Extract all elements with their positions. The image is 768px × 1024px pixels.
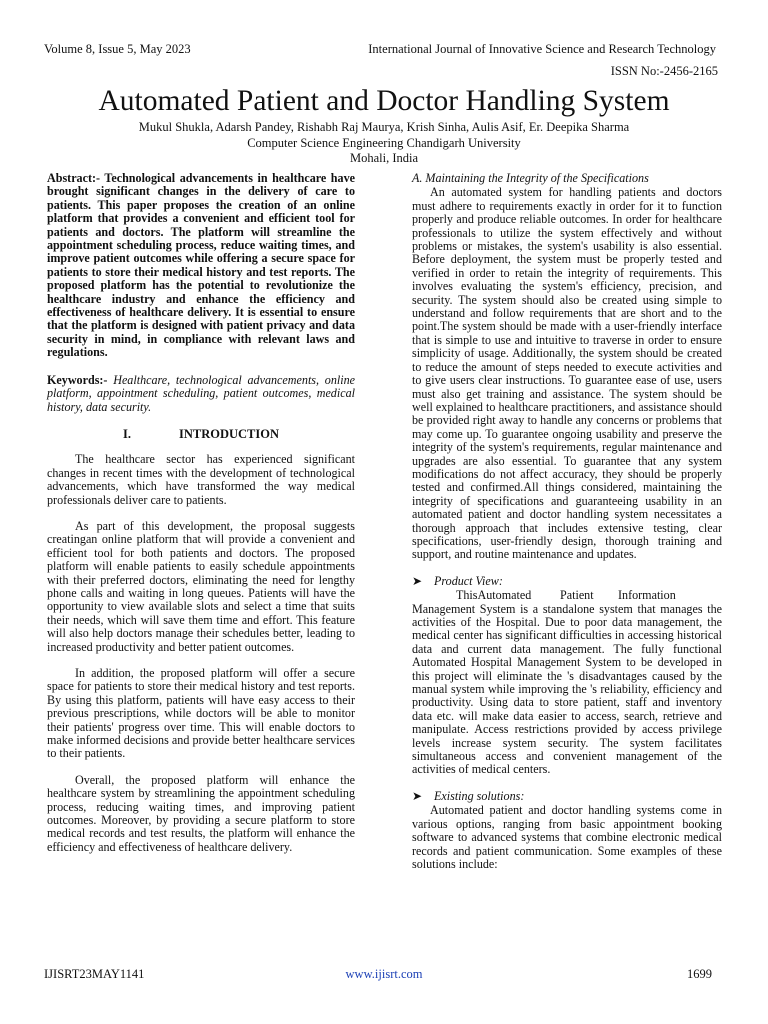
section-number: I. <box>122 426 131 441</box>
intro-paragraph: Overall, the proposed platform will enhance the healthcare system by streamlining the appointment scheduling process, reducing waiting times, and improving patient outcomes. Moreover, by providing a secure platform to store medical records and test results, the platform will enhance the efficiency and effectiveness of healthcare delivery. <box>47 772 355 854</box>
journal-url-link[interactable]: www.ijisrt.com <box>345 967 423 981</box>
keywords <box>47 374 355 414</box>
page-number: 1699 <box>687 967 712 981</box>
affiliation: Computer Science Engineering Chandigarh University <box>247 135 521 150</box>
authors: Mukul Shukla, Adarsh Pandey, Rishabh Raj Maurya, Krish Sinha, Aulis Asif, Er. Deepika Sharma <box>138 120 630 134</box>
intro-paragraph: In addition, the proposed platform will offer a secure space for patients to store their medical history and test reports. By using this platform, patients will have easy access to their previous prescriptions, while doctors will be able to monitor their patients' progress over time. This will enable doctors to make informed decisions and provide better healthcare services to their patients. <box>47 666 355 761</box>
subsection-paragraph: An automated system for handling patients and doctors must adhere to requirements exactly in order for it to function properly and produce reliable outcomes. In order for healthcare professionals to utilize the system effectively and without problems or mistakes, the system's usability is also essential. Before deployment, the system must be properly tested and verified in order to retain the integrity of requirements. This involves evaluating the system's efficiency, precision, and security. The system should also be created using simple to understand and follow requirements that are short and to the point.The system should be made with a user-friendly interface that is simple to use and intuitive to traverse in order to ensure simplicity of usage. Additionally, the system should be created to reduce the amount of steps needed to execute activities and to give users clear instructions. To guarantee ease of use, users must also get training and assistance. The system should be well explained to healthcare practitioners, and assistance should be provided right away to handle any concerns or problems that may come up. To guarantee ongoing usability and preserve the integrity of the system's requirements, regular maintenance and upgrades are also essential. To guarantee that any system modifications do not affect accuracy, they should be properly tested and confirmed.All things considered, maintaining the integrity of specifications and guaranteeing usability in an automated patient and doctor handling system necessitates a thorough approach that includes extensive testing, clear specifications, user-friendly design, thorough training and support, and routine maintenance and updates. <box>412 185 722 562</box>
arrow-bullet-icon: ➤ <box>412 788 423 803</box>
keywords-label: Keywords:- <box>47 372 108 387</box>
paper-title: Automated Patient and Doctor Handling System <box>98 85 670 117</box>
abstract: Abstract:- Technological advancements in healthcare have brought significant changes in the delivery of care to patients. This paper proposes the creation of an online platform that provides a convenient and efficient tool for patients and doctors. The platform will streamline the appointment scheduling process, reduce waiting times, and improve patient outcomes while offering a secure space for patients to store their medical history and test reports. The proposed platform has the potential to revolutionize the healthcare industry and enhance the efficiency and effectiveness of healthcare delivery. It is essential to ensure that the platform is designed with patient privacy and data security in mind, in compliance with relevant laws and regulations. <box>47 171 355 360</box>
existing-solutions-paragraph: Automated patient and doctor handling systems come in various options, ranging from basic appointment booking software to advanced systems that combine electronic medical records and patient communication. Some examples of these solutions include: <box>412 803 722 871</box>
section-title: INTRODUCTION <box>178 426 279 441</box>
product-view-text: Management System is a standalone system that manages the activities of the Hospital. Due to poor data management, the medical center has significant difficulties in accessing historical data and current data management. The fully functional Automated Hospital Management System to be developed in this project will eliminate the 's disadvantages caused by the manual system while improving the 's reliability, efficiency and productivity. Using data to store patient, staff and inventory data etc. will make data easier to access, search, retrieve and manipulate. Access restrictions provided by access privilege levels increase system security. The system facilitates simultaneous access and convenient management of the activities of medical centers. <box>412 601 722 777</box>
journal-name: International Journal of Innovative Science and Research Technology <box>368 42 716 56</box>
lead-word: Patient <box>560 588 594 603</box>
arrow-bullet-icon: ➤ <box>412 573 423 588</box>
bullet-heading-text: Existing solutions: <box>434 788 525 803</box>
section-heading-introduction <box>47 428 355 441</box>
lead-word: ThisAutomated <box>456 588 532 603</box>
keywords-text: Healthcare, technological advancements, online platform, appointment scheduling, patient outcomes, medical history, data security. <box>47 372 355 414</box>
bullet-heading-text: Product View: <box>434 573 503 588</box>
intro-paragraph: The healthcare sector has experienced significant changes in recent times with the development of technological advancements, which have transformed the way medical professionals deliver care to patients. <box>47 452 355 507</box>
product-view-heading <box>412 575 722 588</box>
issn: ISSN No:-2456-2165 <box>610 64 718 78</box>
volume-info: Volume 8, Issue 5, May 2023 <box>44 42 191 56</box>
lead-word: Information <box>618 588 676 603</box>
right-column <box>412 172 722 871</box>
left-column <box>47 172 355 867</box>
location: Mohali, India <box>349 151 419 165</box>
paper-id: IJISRT23MAY1141 <box>44 967 145 981</box>
product-view-paragraph <box>412 589 722 777</box>
intro-paragraph: As part of this development, the proposal suggests creatingan online platform that will provide a convenient and efficient tool for both patients and doctors. The proposed platform will enable patients to easily schedule appointments with their preferred doctors, eliminating the need for lengthy phone calls and waiting in long queues. Patients will have the opportunity to view available slots and select a time that suits their needs, which will save them time and effort. This feature will also help doctors manage their schedules better, leading to increased productivity and better patient outcomes. <box>47 518 355 654</box>
subsection-heading: A. Maintaining the Integrity of the Specifications <box>412 171 649 185</box>
existing-solutions-heading <box>412 790 722 803</box>
paper-meta <box>0 120 768 167</box>
